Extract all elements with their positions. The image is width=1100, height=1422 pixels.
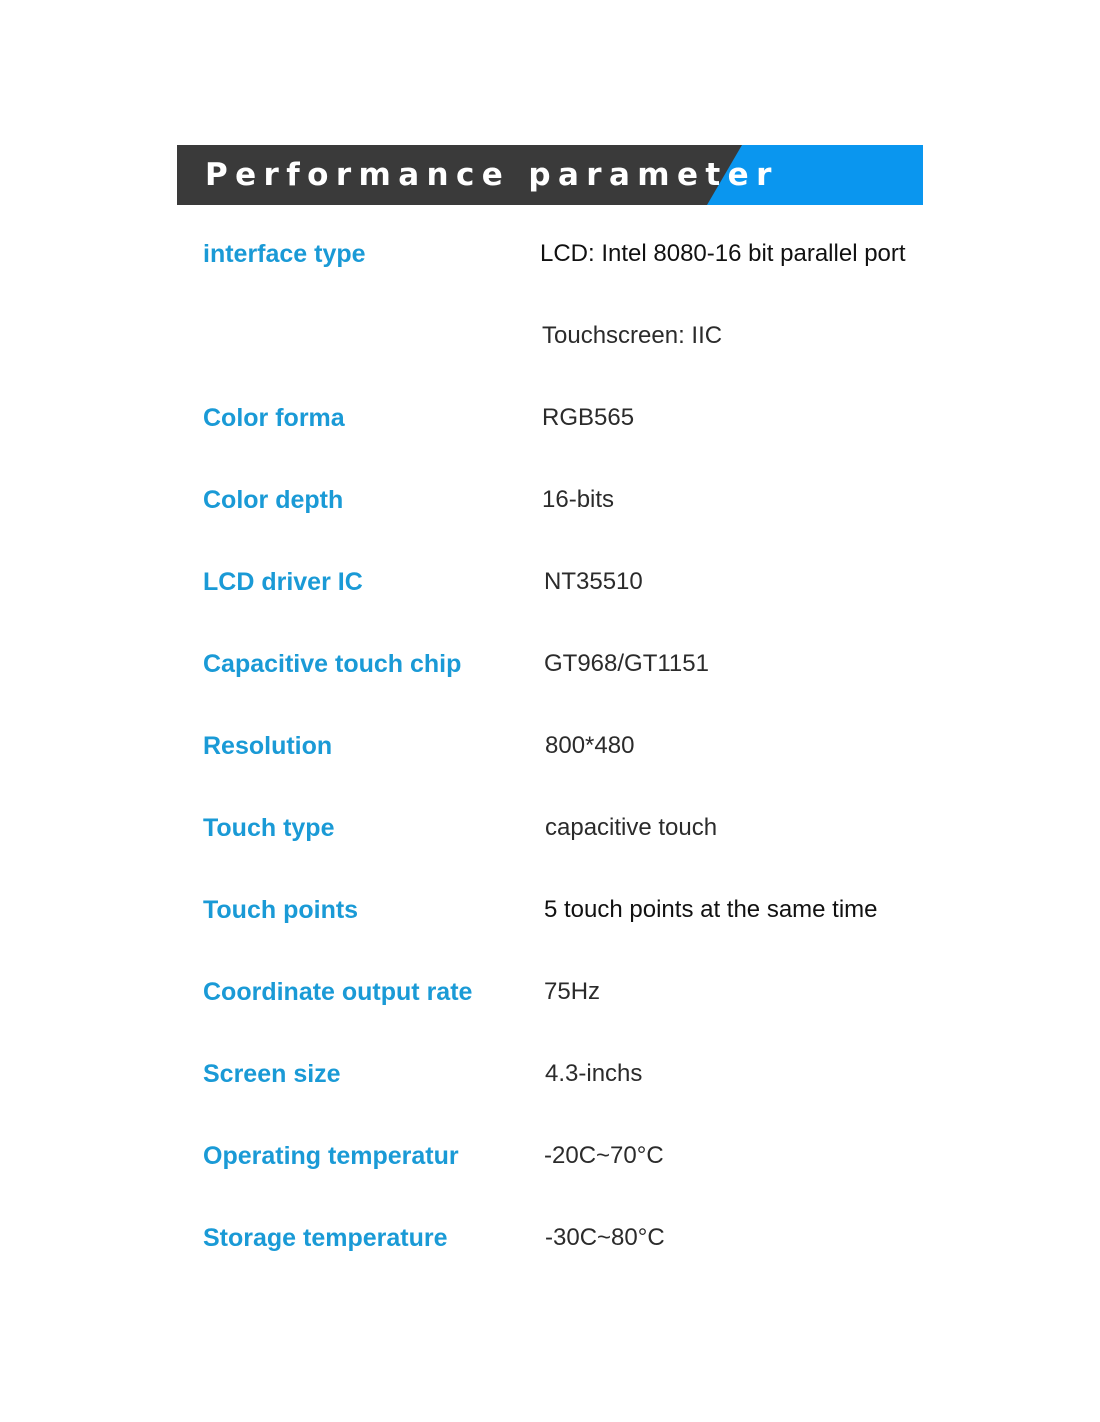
spec-label: Touch points (203, 896, 359, 924)
spec-label: Coordinate output rate (203, 978, 473, 1006)
spec-row-screen-size (0, 1054, 1100, 1094)
spec-value: 16-bits (542, 486, 615, 513)
spec-row-color-depth (0, 480, 1100, 520)
spec-label: Color forma (203, 404, 345, 432)
spec-row-lcd-driver-ic (0, 562, 1100, 602)
spec-row-interface-type (0, 234, 1100, 274)
spec-value: RGB565 (542, 404, 635, 431)
spec-label: Color depth (203, 486, 344, 514)
spec-row-touch-chip (0, 644, 1100, 684)
spec-label: LCD driver IC (203, 568, 363, 596)
spec-value: LCD: Intel 8080-16 bit parallel port (540, 240, 906, 267)
spec-row-resolution (0, 726, 1100, 766)
spec-row-output-rate (0, 972, 1100, 1012)
spec-value: capacitive touch (545, 814, 718, 841)
spec-row-storage-temperature (0, 1218, 1100, 1258)
spec-label: Storage temperature (203, 1224, 448, 1252)
spec-label: Operating temperatur (203, 1142, 459, 1170)
section-header-banner (177, 145, 923, 205)
spec-value: -20C~70°C (544, 1142, 664, 1169)
spec-row-touch-points (0, 890, 1100, 930)
spec-value: GT968/GT1151 (544, 650, 709, 677)
spec-row-operating-temperature (0, 1136, 1100, 1176)
spec-row-touchscreen-interface (0, 316, 1100, 356)
spec-label: Touch type (203, 814, 335, 842)
spec-value: 5 touch points at the same time (544, 896, 878, 923)
spec-label: interface type (203, 240, 366, 268)
spec-label: Resolution (203, 732, 333, 760)
spec-value: -30C~80°C (545, 1224, 665, 1251)
spec-label: Capacitive touch chip (203, 650, 462, 678)
section-title: Performance parameter (205, 157, 779, 193)
spec-label: Screen size (203, 1060, 341, 1088)
spec-value: 800*480 (545, 732, 635, 759)
spec-value: NT35510 (544, 568, 643, 595)
spec-value: Touchscreen: IIC (542, 322, 723, 349)
spec-row-touch-type (0, 808, 1100, 848)
spec-value: 4.3-inchs (545, 1060, 643, 1087)
spec-row-color-format (0, 398, 1100, 438)
spec-value: 75Hz (544, 978, 601, 1005)
